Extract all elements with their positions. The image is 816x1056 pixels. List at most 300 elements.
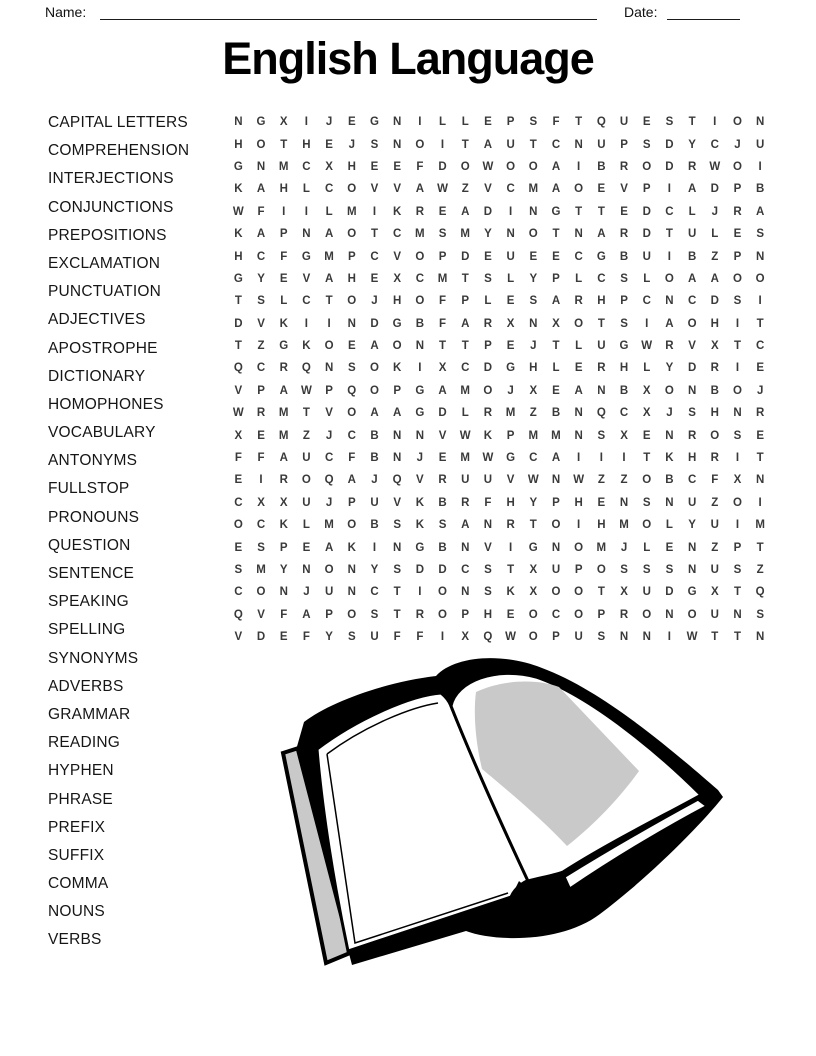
grid-cell: P bbox=[642, 183, 651, 196]
grid-cell: L bbox=[643, 272, 651, 285]
grid-cell: I bbox=[577, 160, 581, 173]
grid-cell: S bbox=[347, 631, 356, 644]
grid-cell: F bbox=[439, 317, 447, 330]
grid-cell: I bbox=[372, 205, 377, 218]
grid-cell: A bbox=[324, 541, 334, 554]
grid-cell: T bbox=[234, 340, 242, 353]
grid-cell: W bbox=[300, 384, 312, 397]
grid-cell: I bbox=[713, 116, 717, 129]
grid-cell: C bbox=[461, 362, 470, 375]
grid-cell: N bbox=[393, 429, 402, 442]
grid-cell: F bbox=[416, 631, 424, 644]
grid-cell: D bbox=[642, 205, 651, 218]
grid-cell: G bbox=[415, 384, 425, 397]
grid-cell: O bbox=[415, 295, 425, 308]
grid-cell: A bbox=[597, 228, 606, 241]
grid-cell: R bbox=[619, 160, 629, 173]
grid-cell: I bbox=[577, 519, 581, 532]
word-list-item: SUFFIX bbox=[48, 846, 105, 864]
grid-cell: X bbox=[529, 384, 538, 397]
grid-cell: E bbox=[620, 205, 628, 218]
grid-cell: F bbox=[257, 205, 265, 218]
grid-cell: I bbox=[327, 317, 331, 330]
grid-cell: C bbox=[619, 407, 629, 420]
grid-cell: G bbox=[506, 362, 516, 375]
grid-cell: U bbox=[551, 564, 561, 576]
grid-cell: H bbox=[393, 295, 402, 308]
grid-cell: O bbox=[642, 474, 652, 487]
grid-cell: N bbox=[393, 541, 402, 554]
grid-cell: K bbox=[393, 205, 402, 218]
grid-cell: J bbox=[325, 496, 333, 509]
grid-cell: G bbox=[528, 541, 538, 554]
grid-cell: K bbox=[506, 586, 515, 599]
grid-cell: G bbox=[233, 272, 243, 285]
grid-cell: F bbox=[416, 160, 424, 173]
grid-cell: Z bbox=[756, 564, 764, 576]
grid-cell: I bbox=[304, 116, 308, 129]
grid-cell: G bbox=[233, 160, 243, 173]
grid-cell: O bbox=[233, 519, 243, 532]
word-list-item: SPEAKING bbox=[48, 593, 129, 611]
grid-cell: U bbox=[483, 474, 493, 487]
grid-cell: X bbox=[279, 496, 288, 509]
grid-cell: S bbox=[257, 295, 265, 308]
grid-cell: X bbox=[506, 317, 515, 330]
grid-cell: N bbox=[347, 586, 356, 599]
grid-cell: P bbox=[393, 384, 401, 397]
grid-cell: Y bbox=[257, 272, 265, 285]
grid-cell: J bbox=[756, 384, 764, 397]
grid-cell: L bbox=[688, 205, 696, 218]
grid-cell: E bbox=[597, 496, 606, 509]
grid-cell: A bbox=[551, 160, 561, 173]
grid-cell: Y bbox=[484, 228, 492, 241]
grid-cell: S bbox=[620, 317, 628, 330]
grid-cell: O bbox=[347, 183, 357, 196]
grid-cell: P bbox=[347, 496, 356, 509]
grid-cell: G bbox=[415, 407, 425, 420]
grid-cell: L bbox=[711, 228, 719, 241]
grid-cell: N bbox=[461, 586, 470, 599]
grid-cell: E bbox=[733, 228, 742, 241]
grid-cell: P bbox=[461, 608, 470, 621]
grid-cell: E bbox=[756, 362, 764, 375]
grid-cell: J bbox=[371, 474, 378, 487]
grid-cell: R bbox=[461, 496, 470, 509]
grid-cell: U bbox=[710, 564, 719, 576]
grid-cell: N bbox=[574, 429, 583, 442]
grid-cell: A bbox=[665, 317, 674, 330]
grid-cell: C bbox=[324, 452, 334, 465]
word-list bbox=[48, 109, 233, 955]
grid-cell: L bbox=[302, 183, 310, 196]
grid-cell: A bbox=[256, 228, 266, 241]
grid-cell: T bbox=[756, 317, 764, 330]
grid-cell: C bbox=[529, 452, 538, 465]
grid-cell: D bbox=[438, 160, 447, 173]
grid-cell: C bbox=[370, 586, 379, 599]
grid-cell: T bbox=[461, 272, 469, 285]
grid-cell: O bbox=[732, 116, 742, 129]
grid-cell: I bbox=[440, 138, 445, 151]
grid-cell: H bbox=[574, 496, 583, 509]
grid-cell: D bbox=[710, 295, 719, 308]
grid-cell: C bbox=[415, 272, 424, 285]
grid-cell: N bbox=[756, 474, 765, 487]
grid-cell: P bbox=[733, 183, 742, 196]
grid-cell: Y bbox=[688, 138, 696, 151]
grid-cell: U bbox=[506, 250, 515, 263]
grid-cell: U bbox=[461, 474, 470, 487]
grid-cell: B bbox=[619, 250, 629, 263]
grid-cell: F bbox=[484, 496, 492, 509]
grid-cell: R bbox=[756, 407, 765, 420]
grid-cell: J bbox=[507, 384, 514, 397]
grid-cell: E bbox=[756, 429, 764, 442]
grid-cell: N bbox=[529, 205, 538, 218]
grid-cell: Y bbox=[529, 496, 538, 509]
page-title: English Language bbox=[222, 33, 594, 84]
grid-cell: N bbox=[687, 384, 697, 397]
grid-cell: I bbox=[304, 205, 308, 218]
grid-cell: O bbox=[301, 474, 311, 487]
grid-cell: E bbox=[552, 250, 560, 263]
grid-cell: R bbox=[619, 228, 629, 241]
grid-cell: W bbox=[437, 183, 448, 196]
grid-cell: S bbox=[347, 362, 356, 375]
grid-cell: D bbox=[710, 183, 719, 196]
grid-cell: Z bbox=[302, 429, 310, 442]
grid-cell: S bbox=[756, 228, 764, 241]
grid-cell: D bbox=[483, 205, 493, 218]
grid-cell: S bbox=[597, 631, 606, 644]
grid-cell: L bbox=[643, 541, 651, 554]
grid-cell: N bbox=[347, 317, 356, 330]
grid-cell: I bbox=[735, 519, 740, 532]
grid-cell: V bbox=[416, 474, 424, 487]
grid-cell: P bbox=[574, 564, 583, 576]
grid-cell: R bbox=[438, 474, 447, 487]
grid-cell: O bbox=[732, 272, 742, 285]
grid-cell: R bbox=[574, 295, 583, 308]
grid-cell: L bbox=[575, 340, 583, 353]
grid-cell: M bbox=[460, 452, 471, 465]
grid-cell: O bbox=[528, 608, 538, 621]
grid-cell: S bbox=[370, 608, 379, 621]
grid-cell: O bbox=[528, 228, 538, 241]
grid-cell: D bbox=[483, 362, 493, 375]
word-list-item: FULLSTOP bbox=[48, 480, 130, 498]
name-label: Name: bbox=[45, 4, 87, 20]
grid-cell: I bbox=[418, 362, 422, 375]
grid-cell: X bbox=[257, 496, 265, 509]
grid-cell: P bbox=[484, 340, 492, 353]
grid-cell: D bbox=[642, 228, 651, 241]
grid-cell: V bbox=[688, 340, 696, 353]
grid-cell: S bbox=[620, 272, 628, 285]
grid-cell: A bbox=[574, 384, 583, 397]
grid-cell: R bbox=[506, 519, 515, 532]
grid-cell: D bbox=[438, 564, 447, 576]
grid-cell: G bbox=[392, 317, 402, 330]
grid-cell: S bbox=[688, 407, 696, 420]
grid-cell: D bbox=[665, 586, 674, 599]
grid-cell: R bbox=[687, 160, 697, 173]
grid-cell: C bbox=[302, 160, 311, 173]
grid-cell: N bbox=[665, 429, 674, 442]
grid-cell: P bbox=[620, 138, 628, 151]
grid-cell: A bbox=[551, 452, 561, 465]
grid-cell: V bbox=[257, 608, 265, 621]
grid-cell: R bbox=[597, 362, 606, 375]
grid-cell: I bbox=[508, 541, 513, 554]
word-list-item: QUESTION bbox=[48, 536, 131, 554]
grid-cell: S bbox=[257, 541, 265, 554]
grid-cell: G bbox=[301, 250, 311, 263]
grid-cell: I bbox=[645, 317, 649, 330]
grid-cell: A bbox=[324, 272, 334, 285]
grid-cell: C bbox=[393, 228, 402, 241]
grid-cell: R bbox=[665, 340, 674, 353]
grid-cell: D bbox=[438, 407, 447, 420]
grid-cell: O bbox=[369, 362, 379, 375]
grid-cell: Q bbox=[596, 407, 606, 420]
grid-cell: F bbox=[439, 295, 447, 308]
grid-cell: W bbox=[527, 474, 539, 487]
grid-cell: N bbox=[687, 564, 697, 576]
grid-cell: N bbox=[642, 631, 651, 644]
grid-cell: S bbox=[642, 496, 651, 509]
grid-cell: I bbox=[758, 496, 762, 509]
grid-cell: L bbox=[439, 116, 447, 129]
grid-cell: X bbox=[234, 429, 243, 442]
grid-cell: N bbox=[756, 116, 765, 129]
grid-cell: A bbox=[302, 608, 311, 621]
grid-cell: N bbox=[393, 116, 402, 129]
grid-cell: K bbox=[234, 228, 243, 241]
grid-cell: H bbox=[597, 295, 606, 308]
word-list-item: SYNONYMS bbox=[48, 649, 139, 667]
grid-cell: P bbox=[325, 608, 333, 621]
grid-cell: O bbox=[732, 496, 742, 509]
grid-cell: C bbox=[461, 564, 470, 576]
grid-cell: P bbox=[597, 608, 606, 621]
grid-cell: W bbox=[232, 205, 244, 218]
grid-cell: U bbox=[574, 631, 583, 644]
grid-cell: U bbox=[687, 228, 697, 241]
grid-cell: U bbox=[597, 340, 606, 353]
grid-cell: I bbox=[440, 631, 445, 644]
grid-cell: E bbox=[574, 362, 583, 375]
grid-cell: J bbox=[348, 138, 355, 151]
grid-cell: N bbox=[461, 541, 470, 554]
grid-cell: U bbox=[642, 586, 651, 599]
grid-cell: H bbox=[597, 519, 606, 532]
grid-cell: E bbox=[506, 295, 515, 308]
grid-cell: A bbox=[551, 183, 561, 196]
grid-cell: S bbox=[234, 564, 243, 576]
grid-cell: T bbox=[234, 295, 242, 308]
grid-cell: U bbox=[710, 608, 719, 621]
grid-cell: H bbox=[347, 272, 356, 285]
grid-cell: J bbox=[325, 429, 333, 442]
grid-cell: V bbox=[393, 250, 401, 263]
grid-cell: O bbox=[347, 295, 357, 308]
grid-cell: O bbox=[415, 250, 425, 263]
grid-cell: P bbox=[552, 272, 560, 285]
grid-cell: G bbox=[506, 452, 516, 465]
grid-cell: O bbox=[347, 228, 357, 241]
grid-cell: C bbox=[256, 250, 266, 263]
grid-cell: F bbox=[711, 474, 719, 487]
grid-cell: W bbox=[505, 631, 517, 644]
grid-cell: Q bbox=[301, 362, 311, 375]
grid-cell: T bbox=[688, 116, 696, 129]
grid-cell: K bbox=[665, 452, 674, 465]
grid-cell: H bbox=[347, 160, 356, 173]
grid-cell: T bbox=[643, 452, 651, 465]
grid-cell: W bbox=[459, 429, 471, 442]
grid-cell: T bbox=[393, 608, 401, 621]
grid-cell: V bbox=[484, 183, 492, 196]
grid-cell: Y bbox=[370, 564, 379, 576]
grid-cell: M bbox=[460, 228, 471, 241]
grid-cell: K bbox=[302, 340, 311, 353]
grid-cell: A bbox=[370, 407, 379, 420]
grid-cell: U bbox=[642, 250, 651, 263]
grid-cell: W bbox=[573, 474, 585, 487]
word-list-item: GRAMMAR bbox=[48, 705, 131, 723]
word-list-item: HOMOPHONES bbox=[48, 395, 164, 413]
grid-cell: Z bbox=[711, 541, 719, 554]
grid-cell: V bbox=[393, 183, 401, 196]
grid-cell: D bbox=[687, 362, 697, 375]
grid-cell: E bbox=[484, 116, 492, 129]
grid-cell: J bbox=[530, 340, 537, 353]
grid-cell: H bbox=[710, 317, 719, 330]
word-list-item: DICTIONARY bbox=[48, 367, 146, 385]
word-list-item: ADVERBS bbox=[48, 677, 124, 695]
grid-cell: S bbox=[733, 295, 742, 308]
grid-cell: B bbox=[370, 519, 379, 532]
grid-cell: T bbox=[597, 586, 605, 599]
grid-cell: O bbox=[642, 608, 652, 621]
grid-cell: A bbox=[279, 384, 288, 397]
grid-cell: C bbox=[551, 608, 561, 621]
grid-cell: O bbox=[732, 160, 742, 173]
grid-cell: P bbox=[733, 541, 742, 554]
grid-cell: W bbox=[482, 452, 494, 465]
word-list-item: APOSTROPHE bbox=[48, 339, 158, 357]
grid-cell: G bbox=[551, 205, 561, 218]
grid-cell: V bbox=[484, 541, 492, 554]
grid-cell: I bbox=[304, 317, 308, 330]
grid-cell: W bbox=[641, 340, 653, 353]
grid-cell: X bbox=[710, 586, 719, 599]
grid-cell: J bbox=[371, 295, 378, 308]
grid-cell: L bbox=[507, 272, 515, 285]
grid-cell: A bbox=[461, 205, 470, 218]
grid-cell: M bbox=[755, 519, 765, 532]
grid-cell: N bbox=[256, 160, 266, 173]
grid-cell: P bbox=[552, 496, 560, 509]
grid-cell: C bbox=[756, 340, 765, 353]
grid-cell: N bbox=[347, 564, 356, 576]
grid-cell: R bbox=[256, 407, 266, 420]
grid-cell: I bbox=[282, 205, 286, 218]
grid-cell: N bbox=[733, 608, 742, 621]
grid-cell: O bbox=[438, 608, 447, 621]
grid-cell: T bbox=[711, 631, 719, 644]
grid-cell: S bbox=[484, 564, 492, 576]
grid-cell: E bbox=[393, 160, 401, 173]
grid-cell: K bbox=[415, 496, 424, 509]
grid-cell: F bbox=[552, 116, 560, 129]
grid-cell: O bbox=[596, 564, 606, 576]
grid-cell: O bbox=[369, 384, 379, 397]
grid-cell: E bbox=[506, 340, 515, 353]
grid-cell: E bbox=[438, 452, 447, 465]
grid-cell: N bbox=[324, 362, 334, 375]
grid-cell: O bbox=[392, 340, 402, 353]
grid-cell: X bbox=[529, 586, 538, 599]
grid-cell: Q bbox=[596, 116, 606, 129]
grid-cell: V bbox=[370, 183, 379, 196]
grid-cell: F bbox=[280, 250, 288, 263]
grid-cell: T bbox=[529, 519, 537, 532]
grid-cell: C bbox=[506, 183, 515, 196]
grid-cell: Q bbox=[483, 631, 493, 644]
grid-cell: Y bbox=[688, 519, 696, 532]
grid-cell: V bbox=[506, 474, 515, 487]
grid-cell: R bbox=[710, 362, 719, 375]
word-list-item: CONJUNCTIONS bbox=[48, 198, 174, 216]
grid-cell: N bbox=[506, 228, 515, 241]
grid-cell: C bbox=[234, 496, 243, 509]
grid-cell: U bbox=[619, 116, 629, 129]
grid-cell: N bbox=[756, 631, 765, 644]
grid-cell: N bbox=[529, 317, 538, 330]
grid-cell: N bbox=[574, 138, 583, 151]
word-list-item: SENTENCE bbox=[48, 565, 135, 582]
grid-cell: H bbox=[279, 183, 288, 196]
grid-cell: L bbox=[280, 295, 288, 308]
grid-cell: W bbox=[232, 407, 244, 420]
grid-cell: J bbox=[416, 452, 424, 465]
grid-cell: L bbox=[575, 272, 583, 285]
grid-cell: M bbox=[256, 564, 266, 576]
grid-cell: I bbox=[418, 586, 422, 599]
grid-cell: M bbox=[278, 407, 289, 420]
word-list-item: INTERJECTIONS bbox=[48, 170, 174, 188]
grid-cell: V bbox=[302, 272, 311, 285]
grid-cell: N bbox=[574, 228, 583, 241]
grid-cell: O bbox=[755, 272, 765, 285]
grid-cell: V bbox=[234, 631, 243, 644]
grid-cell: O bbox=[324, 340, 334, 353]
grid-cell: I bbox=[758, 160, 762, 173]
grid-cell: S bbox=[642, 138, 651, 151]
grid-cell: V bbox=[257, 317, 265, 330]
grid-cell: O bbox=[551, 586, 561, 599]
grid-cell: B bbox=[710, 384, 719, 397]
grid-cell: S bbox=[529, 116, 538, 129]
grid-cell: Z bbox=[711, 496, 719, 509]
grid-cell: P bbox=[506, 116, 515, 129]
grid-cell: T bbox=[461, 138, 469, 151]
grid-cell: N bbox=[393, 452, 402, 465]
